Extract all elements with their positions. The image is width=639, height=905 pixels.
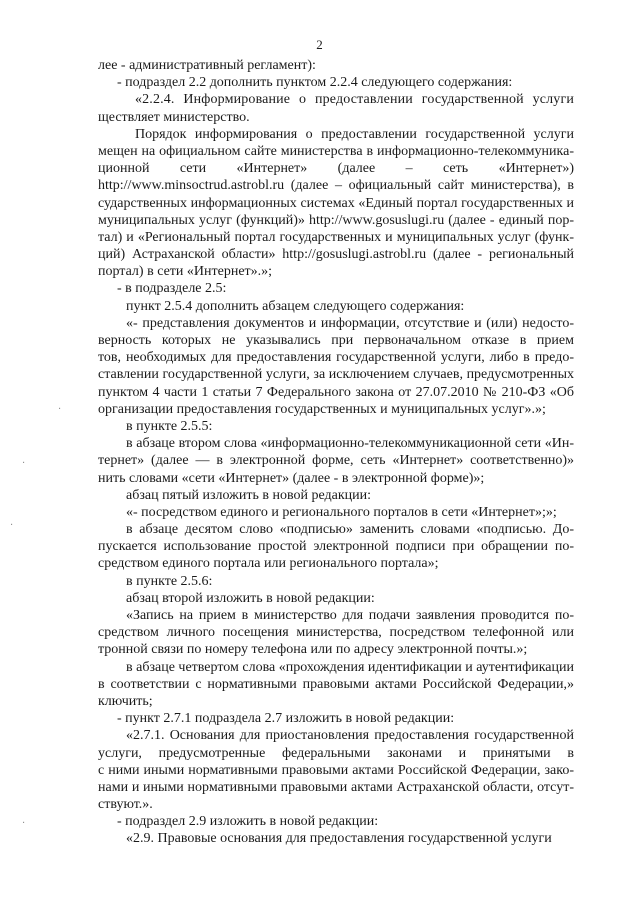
text-line: с ними иными нормативными правовыми актами Российской Федерации, зако- (98, 762, 574, 778)
text-line: организации предоставления государственных и муниципальных услуг».»; (98, 401, 546, 417)
text-line: услуги, предусмотренные федеральными законами и принятыми в (98, 745, 574, 761)
text-line: «- посредством единого и регионального порталов в сети «Интернет»;»; (126, 504, 557, 520)
text-line: ционной сети «Интернет» (далее – сеть «Интернет») (98, 161, 574, 177)
text-line: муниципальных услуг (функций)» http://www.gosuslugi.ru (далее - единый пор- (98, 212, 574, 228)
text-line: абзац второй изложить в новой редакции: (126, 590, 375, 606)
text-line: пункт 2.5.4 дополнить абзацем следующего содержания: (126, 298, 465, 314)
text-line: ствуют.». (98, 797, 153, 813)
text-line: верность которых не указывались при первоначальном отказе в прием (98, 333, 574, 348)
text-line: пунктом 4 части 1 статьи 7 Федерального закона от 27.07.2010 № 210-ФЗ «Об (98, 384, 574, 400)
text-line: «Запись на прием в министерство для подачи заявления проводится по- (126, 608, 574, 623)
text-line: тернет» (далее — в электронной форме, сеть «Интернет» соответственно)» (98, 453, 574, 469)
text-line: ществляет министерство. (98, 109, 250, 125)
text-line: «- представления документов и информации, отсутствие и (или) недосто- (126, 315, 574, 331)
text-line: - пункт 2.7.1 подраздела 2.7 изложить в новой редакции: (117, 711, 455, 727)
text-line: мещен на официальном сайте министерства в информационно-телекоммуника- (98, 143, 574, 159)
text-line: «2.9. Правовые основания для предоставления государственной услуги (126, 831, 552, 847)
text-line: пускается использование простой электронной подписи при обращении по- (98, 539, 574, 555)
text-line: в абзаце втором слова «информационно-телекоммуникационной сети «Ин- (126, 436, 574, 452)
text-line: http://www.minsoctrud.astrobl.ru (далее – официальный сайт министерства), в (98, 178, 574, 194)
scan-speck: · (58, 404, 62, 415)
text-line: нить словами «сети «Интернет» (далее - в электронной форме)»; (98, 470, 485, 486)
text-line: в пункте 2.5.5: (126, 418, 213, 434)
scan-speck: · (10, 520, 14, 531)
text-line: сударственных информационных системах «Единый портал государственных и (98, 195, 574, 211)
text-line: тал) и «Региональный портал государственных и муниципальных услуг (функ- (98, 229, 574, 245)
text-line: средством личного посещения министерства, посредством телефонной или (98, 625, 574, 641)
text-line: Порядок информирования о предоставлении государственной услуги (135, 126, 574, 142)
text-line: тов, необходимых для предоставления государственной услуги, либо в предо- (98, 350, 574, 366)
page-number: 2 (316, 37, 323, 52)
text-line: лее - административный регламент): (98, 58, 316, 73)
text-line: «2.7.1. Основания для приостановления предоставления государственной (126, 728, 574, 744)
text-line: ций) Астраханской области» http://gosuslugi.astrobl.ru (далее - региональный (98, 247, 574, 263)
text-line: в абзаце десятом слово «подписью» заменить словами «подписью. До- (126, 522, 574, 538)
text-line: - подраздел 2.9 изложить в новой редакции: (117, 814, 379, 830)
scan-speck: · (22, 818, 26, 829)
text-line: портал) в сети «Интернет».»; (98, 264, 273, 280)
document-body (98, 57, 574, 848)
text-line: «2.2.4. Информирование о предоставлении государственной услуги (135, 92, 574, 108)
text-line: в соответствии с нормативными правовыми актами Российской Федерации,» (98, 676, 574, 692)
text-line: - в подразделе 2.5: (117, 281, 227, 297)
text-line: средством единого портала или регионального портала»; (98, 556, 439, 572)
scan-speck: · (22, 458, 26, 469)
text-line: в абзаце четвертом слова «прохождения идентификации и аутентификации (126, 659, 574, 675)
text-line: нами и иными нормативными правовыми актами Астраханской области, отсут- (98, 779, 574, 795)
text-line: в пункте 2.5.6: (126, 573, 213, 589)
text-line: абзац пятый изложить в новой редакции: (126, 487, 371, 503)
text-line: ключить; (98, 693, 153, 709)
text-line: - подраздел 2.2 дополнить пунктом 2.2.4 следующего содержания: (117, 75, 513, 91)
text-line: тронной связи по номеру телефона или по адресу электронной почты.»; (98, 642, 528, 658)
text-line: ставлении государственной услуги, за исключением случаев, предусмотренных (98, 367, 574, 383)
